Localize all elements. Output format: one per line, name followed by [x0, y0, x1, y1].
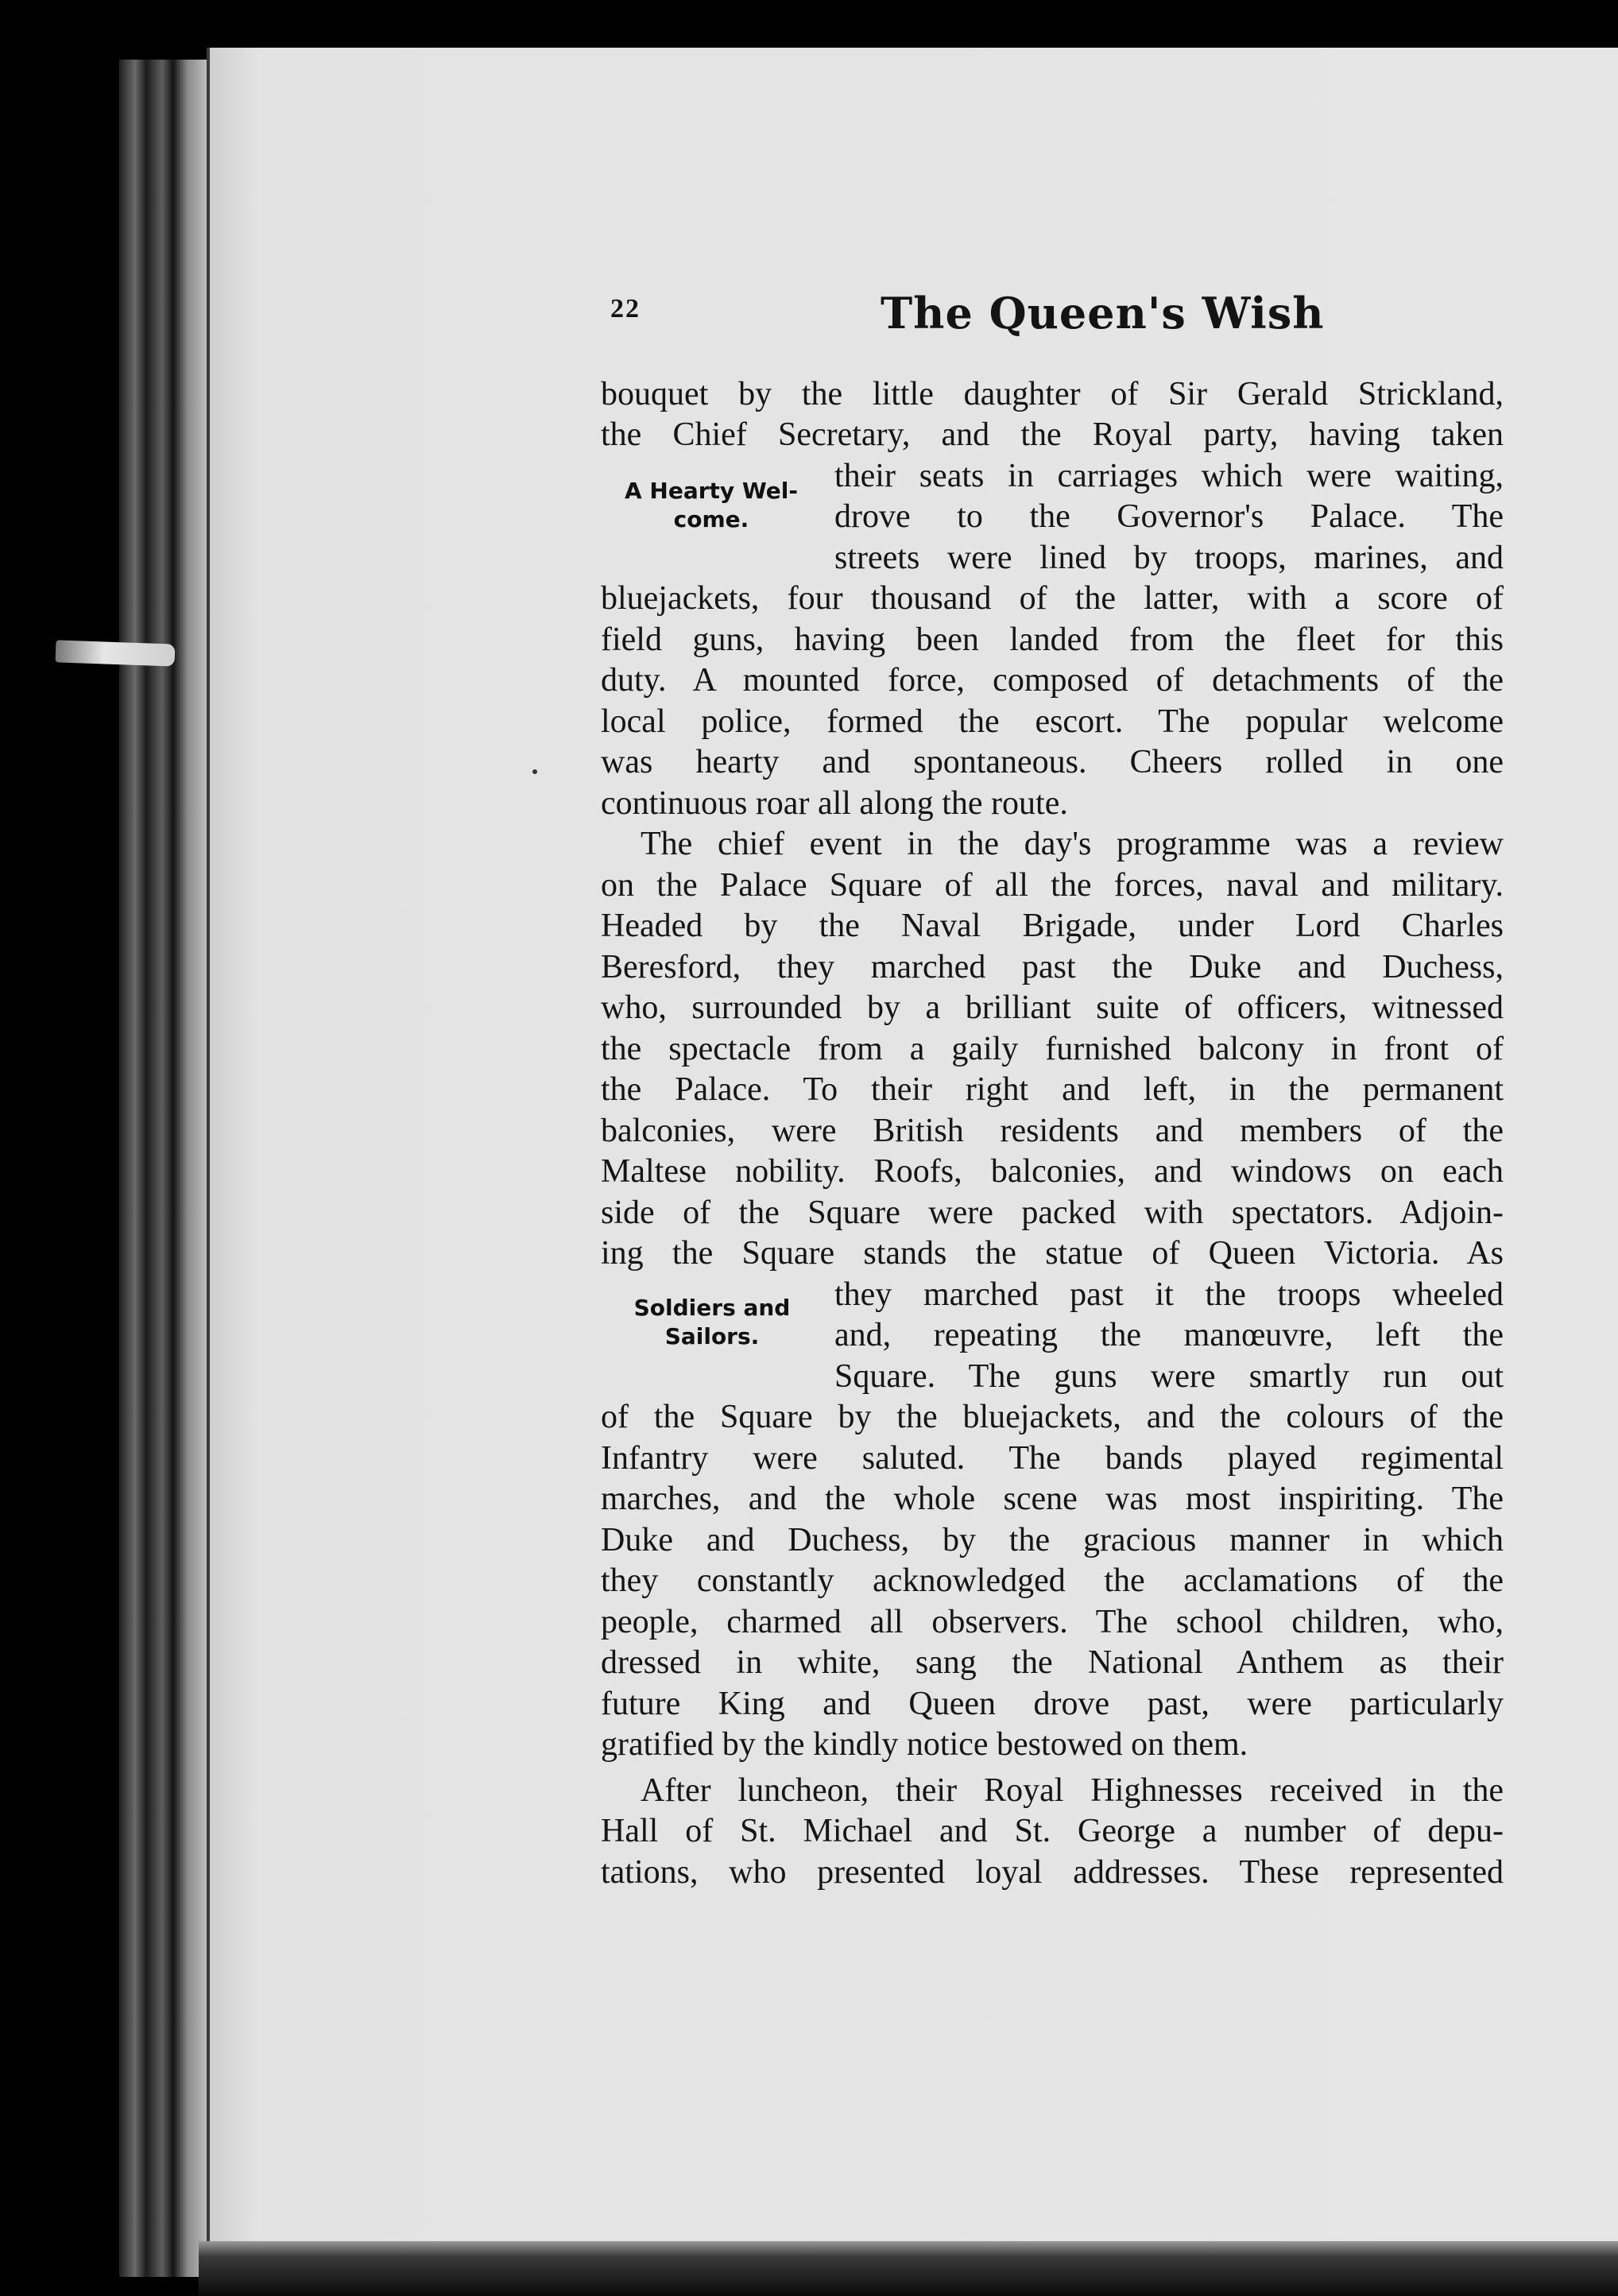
text-line: field guns, having been landed from the fleet for this — [601, 621, 1504, 658]
text-line: dressed in white, sang the National Anthem as their — [601, 1644, 1504, 1681]
text-line: Beresford, they marched past the Duke and Duchess, — [601, 949, 1504, 985]
text-line: Hall of St. Michael and St. George a number of depu- — [601, 1813, 1504, 1849]
text-line: their seats in carriages which were waiting, — [834, 458, 1504, 494]
text-line: and, repeating the manœuvre, left the — [834, 1317, 1504, 1353]
text-line: future King and Queen drove past, were particularly — [601, 1686, 1504, 1722]
page-number: 22 — [610, 294, 641, 323]
text-line: people, charmed all observers. The school children, who, — [601, 1604, 1504, 1640]
margin-note-hearty-welcome — [614, 477, 809, 534]
margin-note-line: Sailors. — [664, 1323, 760, 1349]
text-line: Maltese nobility. Roofs, balconies, and windows on each — [601, 1153, 1504, 1190]
margin-note-line: Soldiers and — [633, 1295, 791, 1321]
text-line: continuous roar all along the route. — [601, 785, 1068, 822]
text-line: Infantry were saluted. The bands played regimental — [601, 1440, 1504, 1477]
text-line: After luncheon, their Royal Highnesses received in the — [641, 1772, 1504, 1809]
text-line: on the Palace Square of all the forces, naval and military. — [601, 867, 1504, 904]
text-line: who, surrounded by a brilliant suite of officers, witnessed — [601, 989, 1504, 1026]
text-line: the Palace. To their right and left, in the permanent — [601, 1071, 1504, 1108]
text-line: they marched past it the troops wheeled — [834, 1276, 1504, 1313]
text-line: duty. A mounted force, composed of detachments of the — [601, 662, 1504, 699]
text-line: tations, who presented loyal addresses. These represented — [601, 1854, 1504, 1891]
text-line: side of the Square were packed with spectators. Adjoin- — [601, 1194, 1504, 1231]
text-line: they constantly acknowledged the acclamations of the — [601, 1562, 1504, 1599]
text-line: Duke and Duchess, by the gracious manner in which — [601, 1522, 1504, 1558]
text-line: of the Square by the bluejackets, and the colours of the — [601, 1399, 1504, 1435]
text-line: streets were lined by troops, marines, and — [834, 540, 1504, 576]
text-line: Square. The guns were smartly run out — [834, 1358, 1504, 1395]
text-line: was hearty and spontaneous. Cheers rolled in one — [601, 744, 1504, 780]
text-line: The chief event in the day's programme was a review — [641, 826, 1504, 862]
margin-note-line: A Hearty Wel- — [624, 478, 799, 504]
text-line: the spectacle from a gaily furnished balcony in front of — [601, 1031, 1504, 1067]
text-line: balconies, were British residents and members of the — [601, 1113, 1504, 1149]
margin-note-soldiers-and-sailors — [615, 1294, 809, 1351]
text-line: the Chief Secretary, and the Royal party, having taken — [601, 416, 1504, 453]
text-line: drove to the Governor's Palace. The — [834, 498, 1504, 535]
ink-speck — [532, 769, 537, 774]
text-line: gratified by the kindly notice bestowed on them. — [601, 1726, 1248, 1763]
text-line: bouquet by the little daughter of Sir Gerald Strickland, — [601, 376, 1504, 412]
text-line: Headed by the Naval Brigade, under Lord Charles — [601, 908, 1504, 944]
text-line: local police, formed the escort. The popular welcome — [601, 703, 1504, 740]
running-title: The Queen's Wish — [881, 288, 1325, 339]
text-line: ing the Square stands the statue of Queen Victoria. As — [601, 1235, 1504, 1272]
book-spine-edge — [119, 60, 215, 2277]
paper-tab-marker — [56, 640, 176, 666]
text-line: marches, and the whole scene was most inspiriting. The — [601, 1481, 1504, 1517]
margin-note-line: come. — [673, 506, 749, 532]
page-bottom-shadow — [199, 2241, 1618, 2296]
text-line: bluejackets, four thousand of the latter, with a score of — [601, 580, 1504, 617]
